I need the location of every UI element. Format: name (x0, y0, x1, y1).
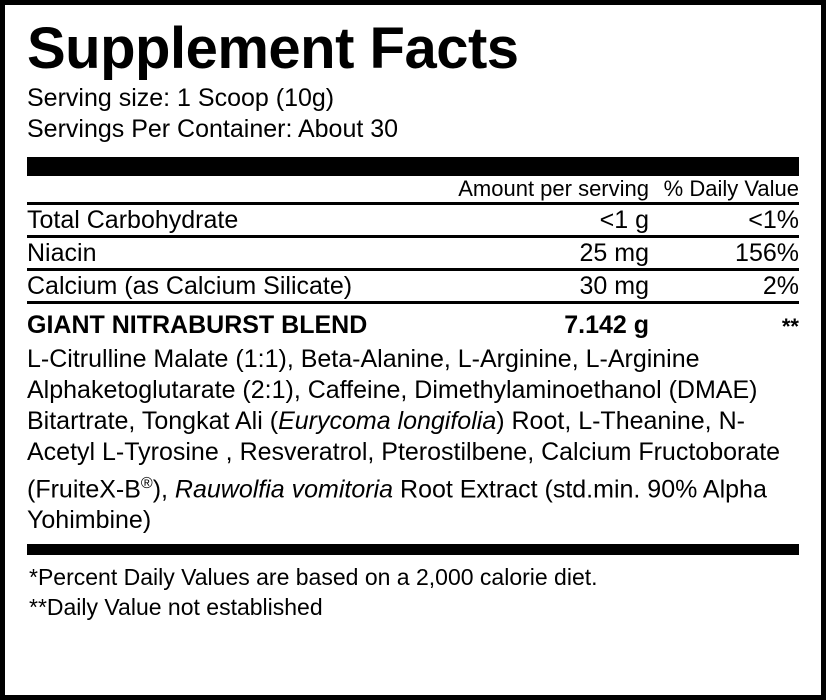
header-spacer (27, 176, 444, 202)
nutrient-name: Total Carbohydrate (27, 206, 239, 234)
nutrient-name: Calcium (as Calcium Silicate) (27, 272, 353, 300)
nutrient-amount: <1 g (599, 206, 649, 234)
ingredients-list (27, 340, 799, 536)
nutrient-daily-value: 156% (735, 239, 799, 267)
registered-trademark-symbol: ® (140, 475, 153, 492)
divider-above-footnotes (27, 544, 799, 555)
footnote-daily-values: *Percent Daily Values are based on a 2,000 calorie diet. (29, 564, 598, 591)
servings-per-container-text: Servings Per Container: About 30 (27, 115, 399, 143)
divider-thick-top (27, 157, 799, 176)
nutrient-amount: 25 mg (579, 239, 649, 267)
nutrient-daily-value: 2% (762, 272, 799, 300)
header-amount-per-serving: Amount per serving (458, 176, 649, 201)
ingredients-part-4: Root Extract (std.min. 90% Alpha Yohimbine) (27, 475, 767, 535)
ingredients-part-2: ) Root, L-Theanine, N-Acetyl L-Tyrosine , Resveratrol, Pterostilbene, Calcium Fructoborate (FruiteX-B (27, 407, 781, 504)
blend-row (27, 304, 799, 340)
nutrition-table (27, 176, 799, 340)
ingredient-latin-name-2: Rauwolfia vomitoria (174, 475, 394, 504)
table-row (27, 205, 799, 235)
label-content (5, 5, 821, 622)
table-row (27, 238, 799, 268)
ingredients-part-1: L-Citrulline Malate (1:1), Beta-Alanine, L-Arginine, L-Arginine Alphaketoglutarate (2:1), Caffeine, Dimethylaminoethanol (DMAE) Bitartrate, Tongkat Ali ( (27, 345, 758, 435)
page-title: Supplement Facts (27, 16, 519, 81)
ingredient-latin-name-1: Eurycoma longifolia (278, 407, 497, 435)
nutrient-name: Niacin (27, 239, 97, 267)
nutrient-amount: 30 mg (579, 272, 649, 300)
ingredients-part-3: ), (152, 475, 175, 504)
footnote-not-established: **Daily Value not established (29, 594, 323, 621)
table-row (27, 271, 799, 301)
blend-amount: 7.142 g (564, 311, 649, 339)
serving-size-text: Serving size: 1 Scoop (10g) (27, 84, 335, 112)
nutrient-daily-value: <1% (748, 206, 799, 234)
header-daily-value: % Daily Value (663, 176, 799, 201)
table-header-row (27, 176, 799, 202)
blend-daily-value: ** (781, 314, 799, 339)
blend-name: GIANT NITRABURST BLEND (27, 311, 368, 339)
